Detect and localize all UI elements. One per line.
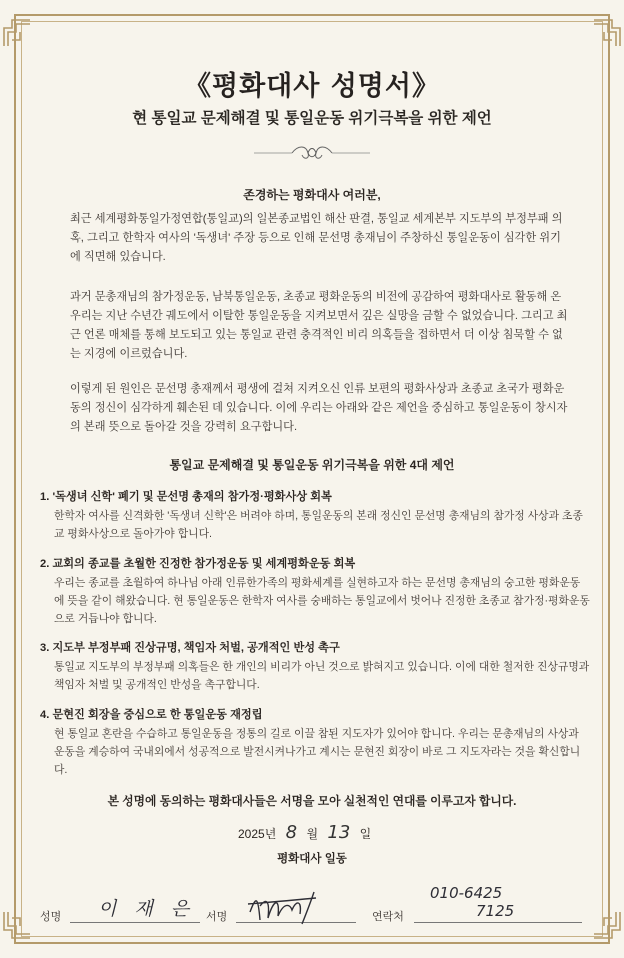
name-label: 성명 (40, 911, 62, 923)
flourish-divider-icon (252, 142, 372, 164)
name-line[interactable] (70, 922, 200, 923)
proposal-heading: 3. 지도부 부정부패 진상규명, 책임자 처벌, 공개적인 반성 촉구 (40, 642, 340, 654)
proposal-body: 현 통일교 혼란을 수습하고 통일운동을 정통의 길로 이끌 참된 지도자가 있어야 합니다. 우리는 문총재님의 사상과 운동을 계승하여 국내외에서 성공적으로 발전시켜나가고 계시는 문현진 회장이 바로 그 지도자라는 것을 확신합니다. (54, 728, 581, 776)
document-title: 《평화대사 성명서》 (184, 71, 440, 102)
handwritten-signature-icon (244, 890, 336, 926)
paragraph-2: 과거 문총재님의 참가정운동, 남북통일운동, 초종교 평화운동의 비전에 공감하여 평화대사로 활동해 온 우리는 지난 수년간 궤도에서 이탈한 통일운동을 지켜보면서 깊은 실망을 금할 수 없었습니다. 그리고 최근 언론 매체를 통해 보도되고 있는 통일교 관련 충격적인 비리 의혹들을 접하면서 더 이상 침묵할 수 없는 지경에 이르렀습니다. (70, 291, 568, 360)
proposal-heading: 2. 교회의 종교를 초월한 진정한 참가정운동 및 세계평화운동 회복 (40, 558, 356, 570)
corner-ornament-icon (592, 18, 622, 48)
paragraph-1: 최근 세계평화통일가정연합(통일교)의 일본종교법인 해산 판결, 통일교 세계본부 지도부의 부정부패 의혹, 그리고 한학자 여사의 '독생녀' 주장 등으로 인해 문선명 총재님이 주창하신 통일운동이 심각한 위기에 직면해 있습니다. (70, 213, 563, 263)
corner-ornament-icon (592, 910, 622, 940)
date-year: 2025년 (238, 827, 277, 841)
contact-line[interactable] (414, 922, 582, 923)
sender: 평화대사 일동 (277, 853, 347, 865)
date-month-label: 월 (306, 827, 319, 841)
date-day-handwritten: 13 (327, 822, 351, 843)
greeting: 존경하는 평화대사 여러분, (243, 188, 381, 202)
contact-label: 연락처 (372, 911, 404, 923)
signature-label: 서명 (206, 911, 228, 923)
proposal-body: 한학자 여사를 신격화한 '독생녀 신학'은 버려야 하며, 통일운동의 본래 정신인 문선명 총재님의 참가정 사상과 초종교 평화사상으로 돌아가야 합니다. (54, 510, 583, 540)
name-handwritten: 이 재 은 (98, 898, 196, 920)
proposal-heading: 4. 문현진 회장을 중심으로 한 통일운동 재정립 (40, 709, 263, 721)
signature-row (36, 884, 586, 930)
corner-ornament-icon (2, 18, 32, 48)
document-subtitle: 현 통일교 문제해결 및 통일운동 위기극복을 위한 제언 (132, 110, 492, 127)
proposal-item-4 (40, 706, 590, 779)
proposal-item-3 (40, 639, 590, 694)
proposal-body: 통일교 지도부의 부정부패 의혹들은 한 개인의 비리가 아닌 것으로 밝혀지고 있습니다. 이에 대한 철저한 진상규명과 책임자 처벌 및 공개적인 반성을 촉구합니다. (54, 661, 590, 691)
closing-statement: 본 성명에 동의하는 평화대사들은 서명을 모아 실천적인 연대를 이루고자 합니다. (107, 794, 517, 808)
statement-date (238, 822, 371, 843)
date-month-handwritten: 8 (285, 822, 298, 843)
proposal-body: 우리는 종교를 초월하여 하나님 아래 인류한가족의 평화세계를 실현하고자 하는 문선명 총재님의 숭고한 평화운동에 뜻을 같이 해왔습니다. 현 통일운동은 한학자 여사를 숭배하는 통일교에서 벗어나 진정한 초종교 참가정·평화운동으로 거듭나야 합니다. (54, 577, 590, 625)
contact-handwritten-2: 7125 (476, 902, 515, 920)
contact-handwritten-1: 010-6425 (430, 884, 503, 902)
date-day-label: 일 (359, 827, 372, 841)
section-title: 통일교 문제해결 및 통일운동 위기극복을 위한 4대 제언 (169, 458, 455, 472)
proposal-item-1 (40, 488, 590, 543)
paragraph-3: 이렇게 된 원인은 문선명 총재께서 평생에 걸쳐 지켜오신 인류 보편의 평화사상과 초종교 초국가 평화운동의 정신이 심각하게 훼손된 데 있습니다. 이에 우리는 아래와 같은 제언을 중심하고 통일운동이 창시자의 본래 뜻으로 돌아갈 것을 강력히 요구합니다. (70, 383, 568, 433)
proposal-heading: 1. '독생녀 신학' 폐기 및 문선명 총재의 참가정·평화사상 회복 (40, 491, 332, 503)
corner-ornament-icon (2, 910, 32, 940)
proposal-item-2 (40, 555, 590, 628)
